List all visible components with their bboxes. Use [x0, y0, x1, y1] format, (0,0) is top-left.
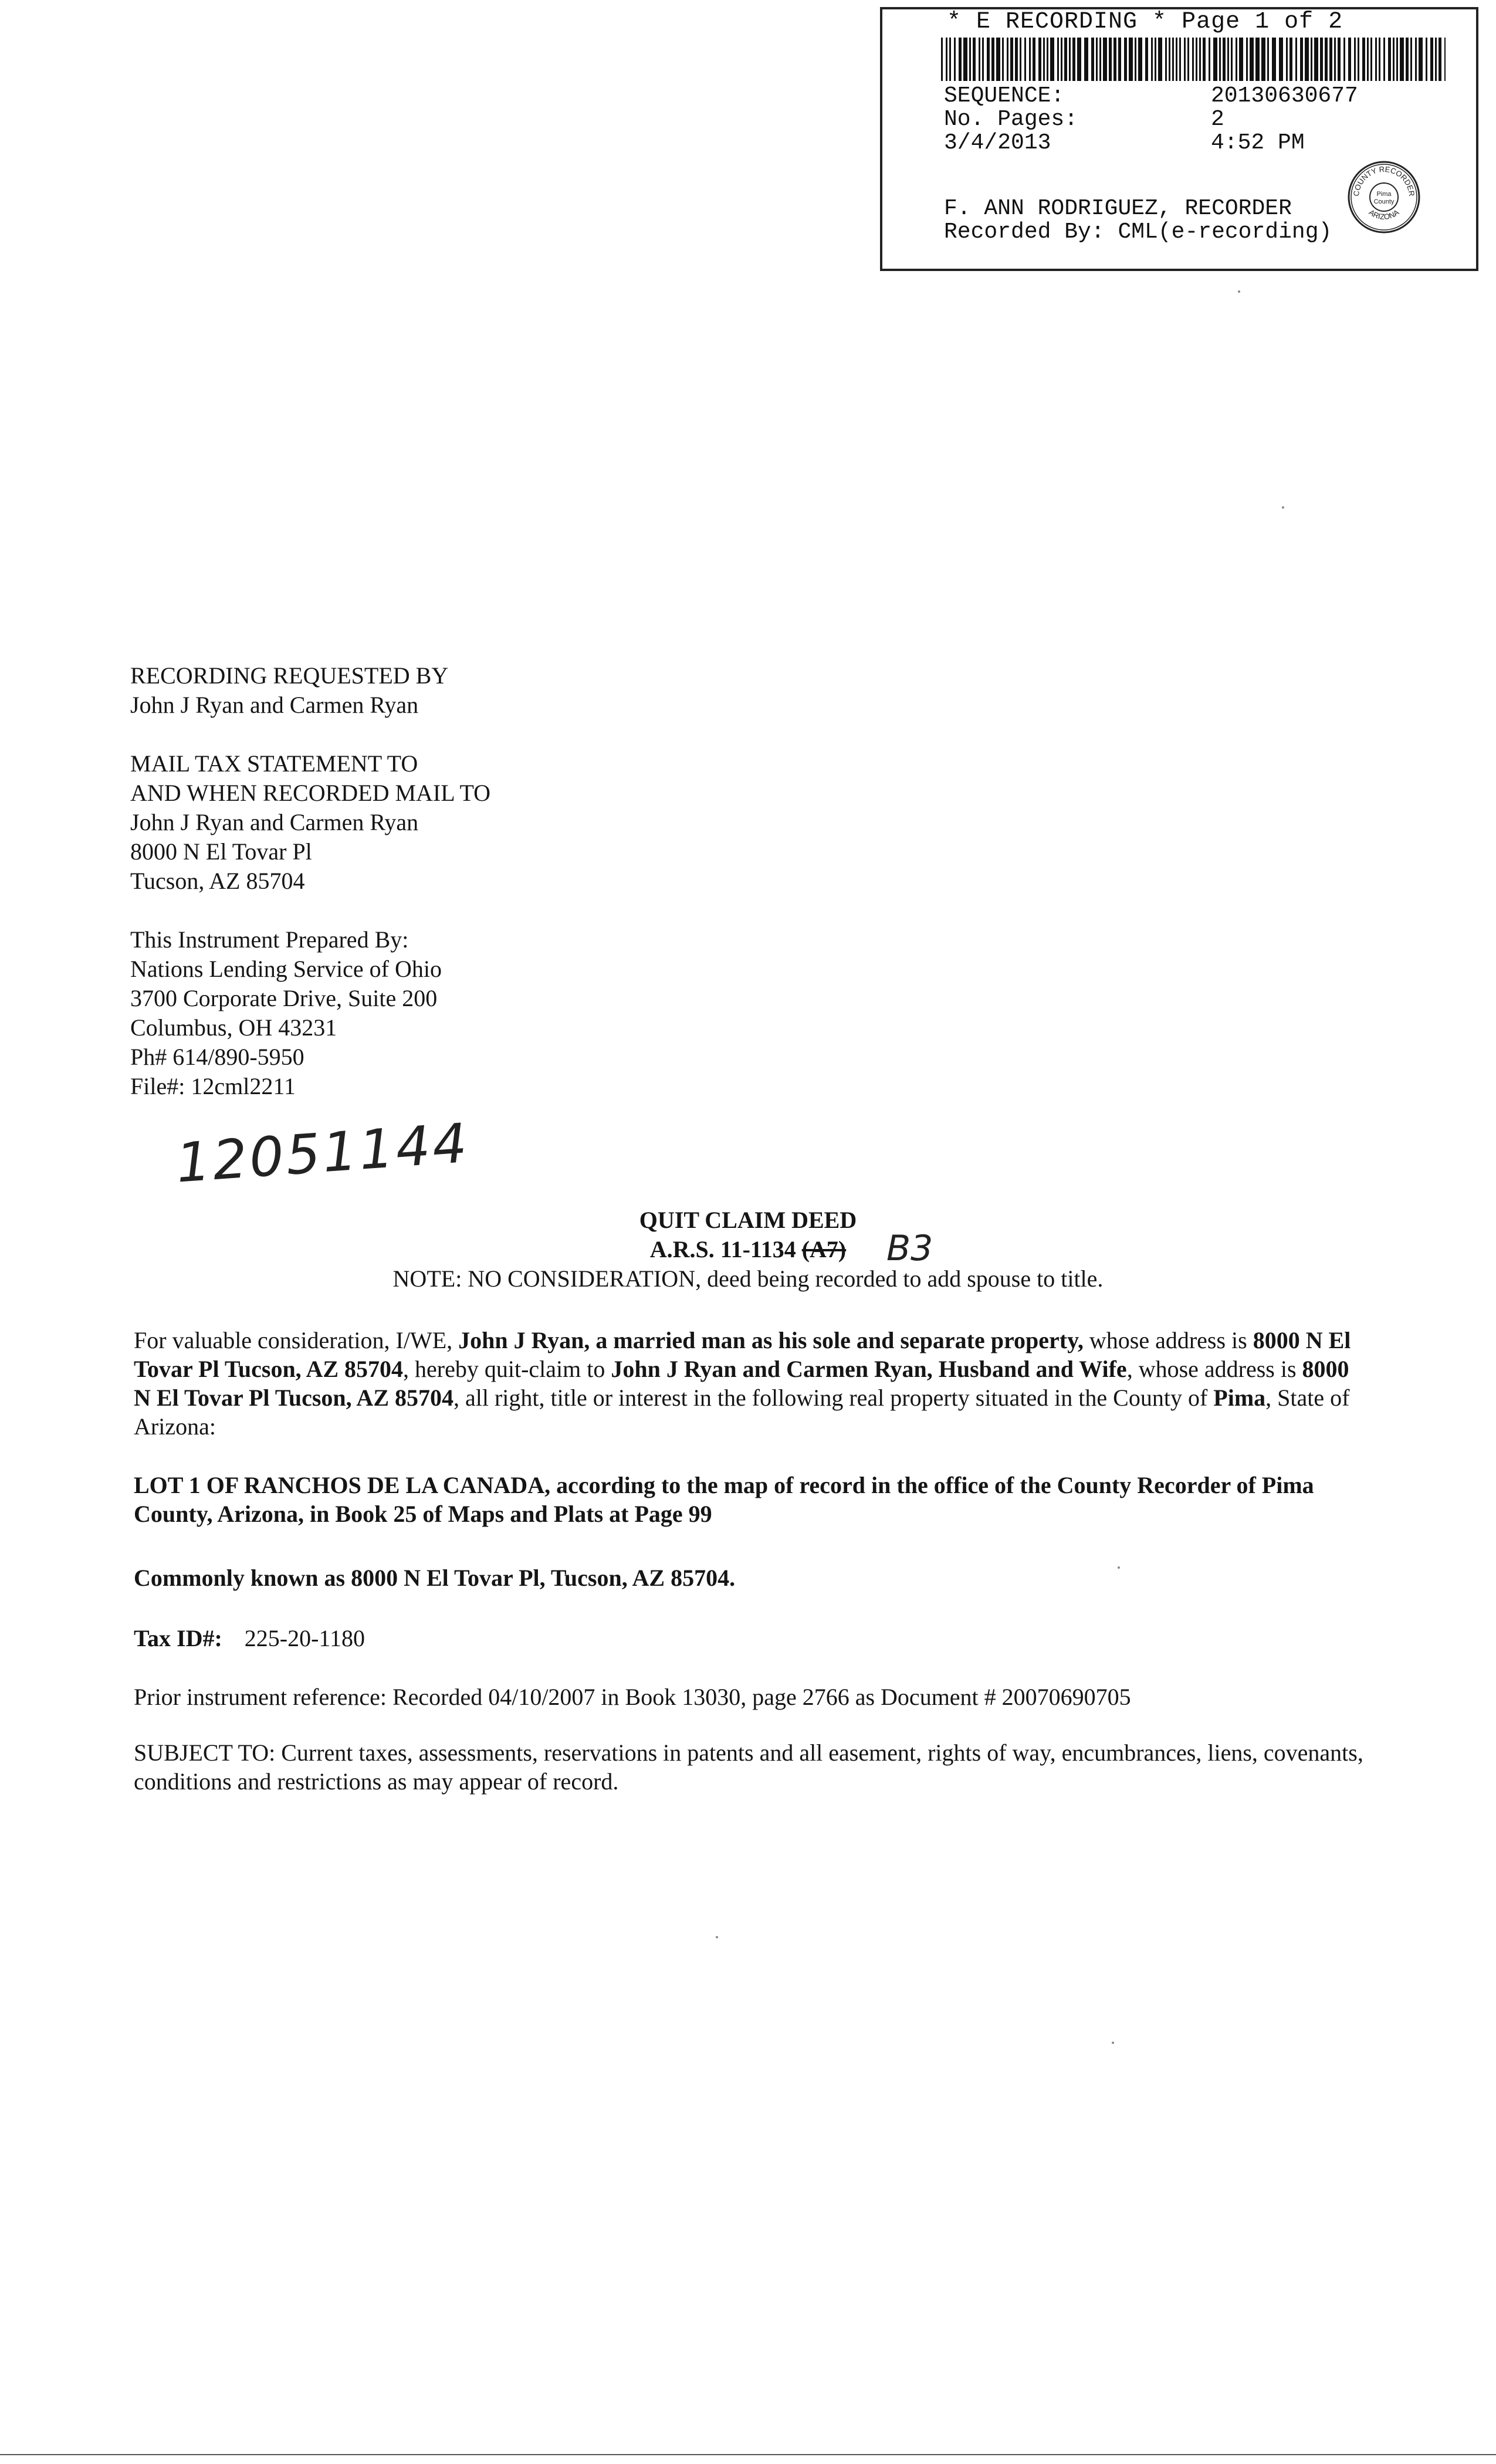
barcode-bar [1015, 38, 1018, 81]
barcode-bar [1406, 38, 1409, 81]
barcode-bar [1325, 38, 1328, 81]
prepared-street: 3700 Corporate Drive, Suite 200 [130, 985, 438, 1011]
barcode-bar [1236, 38, 1237, 81]
barcode-bar [987, 38, 990, 81]
prepared-city: Columbus, OH 43231 [130, 1014, 337, 1041]
scan-speck [1238, 290, 1240, 293]
mail-heading-2: AND WHEN RECORDED MAIL TO [130, 780, 491, 806]
barcode-bar [1286, 38, 1288, 81]
barcode-bar [1050, 38, 1054, 81]
consideration-note: NOTE: NO CONSIDERATION, deed being recorded to add spouse to title. [392, 1265, 1104, 1292]
seal-bottom-text: ARIZONA [1367, 208, 1401, 222]
barcode-bar [1024, 38, 1026, 81]
barcode-bar [1400, 38, 1404, 81]
barcode-bar [1103, 38, 1107, 81]
deed-title-block [0, 1206, 1496, 1294]
barcode-bar [982, 38, 984, 81]
barcode-bar [1250, 38, 1254, 81]
barcode-bar [1145, 38, 1148, 81]
barcode-bar [979, 38, 980, 81]
mail-heading-1: MAIL TAX STATEMENT TO [130, 750, 418, 777]
barcode-bar [1165, 38, 1167, 81]
barcode-bar [963, 38, 967, 81]
barcode-bar [1084, 38, 1088, 81]
barcode-bar [1192, 38, 1194, 81]
bottom-edge-rule [0, 2454, 1496, 2455]
recorded-by: Recorded By: CML(e-recording) [944, 219, 1332, 245]
barcode-bar [1109, 38, 1112, 81]
barcode-bar [1047, 38, 1048, 81]
tax-id-value: 225-20-1180 [244, 1625, 365, 1651]
consideration-paragraph: For valuable consideration, I/WE, John J Ryan, a married man as his sole and separate property, whose address is 8000 N El Tovar Pl Tucson, AZ 85704, hereby quit-claim to John J Ryan and Carmen Ryan, Husband and Wife, whose address is 8000 N El Tovar Pl Tucson, AZ 85704, all right, title or interest in the following real property situated in the County of Pima, State of Arizona: [134, 1327, 1351, 1440]
barcode-bar [1072, 38, 1075, 81]
handwritten-code [883, 1226, 953, 1270]
barcode-bar [1430, 38, 1433, 81]
barcode-bar [1334, 38, 1336, 81]
barcode-bar [1410, 38, 1412, 81]
barcode-bar [1223, 38, 1226, 81]
barcode-bar [1099, 38, 1101, 81]
prepared-company: Nations Lending Service of Ohio [130, 956, 442, 982]
barcode-bar [1379, 38, 1380, 81]
barcode-bar [1057, 38, 1059, 81]
svg-text:12051144: 12051144 [174, 1111, 472, 1195]
legal-description: LOT 1 OF RANCHOS DE LA CANADA, according to the map of record in the office of the County Recorder of Pima County, Arizona, in Book 25 of Maps and Plats at Page 99 [134, 1472, 1314, 1527]
barcode-bar [959, 38, 962, 81]
barcode-bar [1069, 38, 1071, 81]
barcode-bar [1396, 38, 1398, 81]
prepared-file: File#: 12cml2211 [130, 1073, 296, 1099]
barcode-bar [1007, 38, 1008, 81]
prepared-by-block [130, 925, 442, 1101]
commonly-known-as: Commonly known as 8000 N El Tovar Pl, Tucson, AZ 85704. [134, 1565, 736, 1591]
subject-to: SUBJECT TO: Current taxes, assessments, reservations in patents and all easement, rights of way, encumbrances, liens, covenants, conditions and restrictions as may appear of record. [134, 1739, 1363, 1795]
seal-center-1: Pima [1376, 191, 1392, 198]
barcode-bar [1279, 38, 1283, 81]
barcode-bar [1383, 38, 1385, 81]
county: Pima [1213, 1385, 1266, 1411]
barcode-bar [1033, 38, 1035, 81]
barcode-bar [1261, 38, 1265, 81]
barcode-bar [1061, 38, 1062, 81]
barcode-bar [946, 38, 947, 81]
barcode-bar [1213, 38, 1217, 81]
barcode-bar [1415, 38, 1417, 81]
prior-instrument: Prior instrument reference: Recorded 04/10/2007 in Book 13030, page 2766 as Document # 20070690705 [134, 1684, 1131, 1710]
barcode-bar [1077, 38, 1081, 81]
grantor: John J Ryan, a married man as his sole and separate property, [458, 1327, 1084, 1353]
recording-stamp [880, 7, 1478, 271]
barcode-bar [1367, 38, 1369, 81]
seal-top-text: COUNTY RECORDER [1351, 164, 1417, 197]
barcode-bar [1388, 38, 1391, 81]
barcode-bar [1320, 38, 1323, 81]
barcode-bar [1255, 38, 1260, 81]
barcode-bar [1169, 38, 1170, 81]
barcode-bar [1419, 38, 1423, 81]
mail-name: John J Ryan and Carmen Ryan [130, 809, 419, 835]
tax-id-label: Tax ID#: [134, 1625, 222, 1651]
barcode-bar [1354, 38, 1356, 81]
barcode-bar [1172, 38, 1174, 81]
barcode-bar [1311, 38, 1312, 81]
county-seal-icon [1346, 159, 1422, 235]
barcode-bar [1295, 38, 1297, 81]
barcode-bar [1444, 38, 1446, 81]
prepared-heading: This Instrument Prepared By: [130, 926, 409, 953]
barcode-bar [1020, 38, 1021, 81]
barcode-bar [1029, 38, 1031, 81]
barcode-bar [1435, 38, 1437, 81]
barcode-bar [1151, 38, 1153, 81]
record-time: 4:52 PM [1211, 130, 1305, 155]
barcode-bar [1113, 38, 1116, 81]
pages-value: 2 [1211, 107, 1224, 132]
barcode-bar [1199, 38, 1201, 81]
requested-name: John J Ryan and Carmen Ryan [130, 692, 419, 718]
barcode-bar [1038, 38, 1041, 81]
grantee: John J Ryan and Carmen Ryan, Husband and Wife [611, 1356, 1127, 1382]
barcode-bar [1362, 38, 1365, 81]
barcode-bar [1138, 38, 1142, 81]
seal-center-2: County [1373, 198, 1395, 205]
barcode-bar [1010, 38, 1013, 81]
mail-street: 8000 N El Tovar Pl [130, 838, 312, 865]
barcode-bar [1091, 38, 1094, 81]
tax-id-line [134, 1624, 1372, 1653]
barcode-bar [1329, 38, 1332, 81]
barcode-bar [1158, 38, 1162, 81]
statute-line [0, 1235, 1496, 1264]
barcode-bar [954, 38, 956, 81]
recording-requested-block [130, 661, 448, 720]
barcode-bar [1300, 38, 1303, 81]
barcode-bar [1426, 38, 1427, 81]
barcode-bar [1439, 38, 1441, 81]
barcode-bar [1002, 38, 1004, 81]
deed-title: QUIT CLAIM DEED [639, 1207, 857, 1233]
mail-to-block [130, 749, 490, 896]
barcode-bar [1289, 38, 1292, 81]
statute-ref: A.R.S. 11-1134 [649, 1236, 796, 1263]
barcode-bar [1267, 38, 1269, 81]
barcode [941, 38, 1446, 81]
barcode-bar [1219, 38, 1221, 81]
barcode-bar [1393, 38, 1395, 81]
barcode-bar [991, 38, 994, 81]
statute-struck: (A7) [801, 1236, 847, 1263]
barcode-bar [1118, 38, 1121, 81]
barcode-bar [1348, 38, 1351, 81]
sequence-value: 20130630677 [1211, 83, 1358, 109]
barcode-bar [996, 38, 1000, 81]
barcode-bar [973, 38, 976, 81]
svg-text:B3: B3 [886, 1228, 933, 1269]
barcode-bar [1176, 38, 1177, 81]
barcode-bar [941, 38, 943, 81]
pages-label: No. Pages: [944, 107, 1078, 132]
barcode-bar [1305, 38, 1309, 81]
recorder-name: F. ANN RODRIGUEZ, RECORDER [944, 196, 1292, 221]
barcode-bar [1096, 38, 1098, 81]
scan-speck [1118, 1566, 1120, 1569]
requested-heading: RECORDING REQUESTED BY [130, 662, 449, 689]
prepared-phone: Ph# 614/890-5950 [130, 1044, 304, 1070]
barcode-bar [1064, 38, 1067, 81]
barcode-bar [1358, 38, 1359, 81]
grantor-address: 8000 N El Tovar Pl Tucson, AZ 85704 [134, 1327, 1351, 1382]
mail-city: Tucson, AZ 85704 [130, 868, 305, 894]
barcode-bar [1314, 38, 1318, 81]
barcode-bar [1338, 38, 1341, 81]
barcode-bar [1135, 38, 1136, 81]
barcode-bar [1184, 38, 1186, 81]
barcode-bar [1227, 38, 1229, 81]
barcode-bar [1343, 38, 1345, 81]
barcode-bar [1370, 38, 1372, 81]
barcode-bar [1124, 38, 1127, 81]
barcode-bar [1272, 38, 1276, 81]
barcode-bar [1155, 38, 1156, 81]
stamp-header: * E RECORDING * Page 1 of 2 [947, 9, 1343, 35]
barcode-bar [1231, 38, 1233, 81]
barcode-bar [1129, 38, 1133, 81]
barcode-bar [1179, 38, 1181, 81]
barcode-bar [1239, 38, 1243, 81]
scan-speck [1282, 506, 1284, 509]
svg-text:ARIZONA [1368, 208, 1401, 221]
barcode-bar [1043, 38, 1045, 81]
record-date: 3/4/2013 [944, 130, 1051, 155]
scan-speck [1112, 2042, 1114, 2044]
barcode-bar [1246, 38, 1248, 81]
barcode-bar [949, 38, 951, 81]
barcode-bar [969, 38, 971, 81]
barcode-bar [1196, 38, 1197, 81]
grantee-address: 8000 N El Tovar Pl Tucson, AZ 85704 [134, 1356, 1349, 1411]
barcode-bar [1209, 38, 1210, 81]
barcode-bar [1375, 38, 1377, 81]
scan-speck [716, 1936, 718, 1938]
handwritten-number [170, 1111, 472, 1195]
barcode-bar [1203, 38, 1206, 81]
barcode-bar [1187, 38, 1189, 81]
sequence-label: SEQUENCE: [944, 83, 1065, 109]
